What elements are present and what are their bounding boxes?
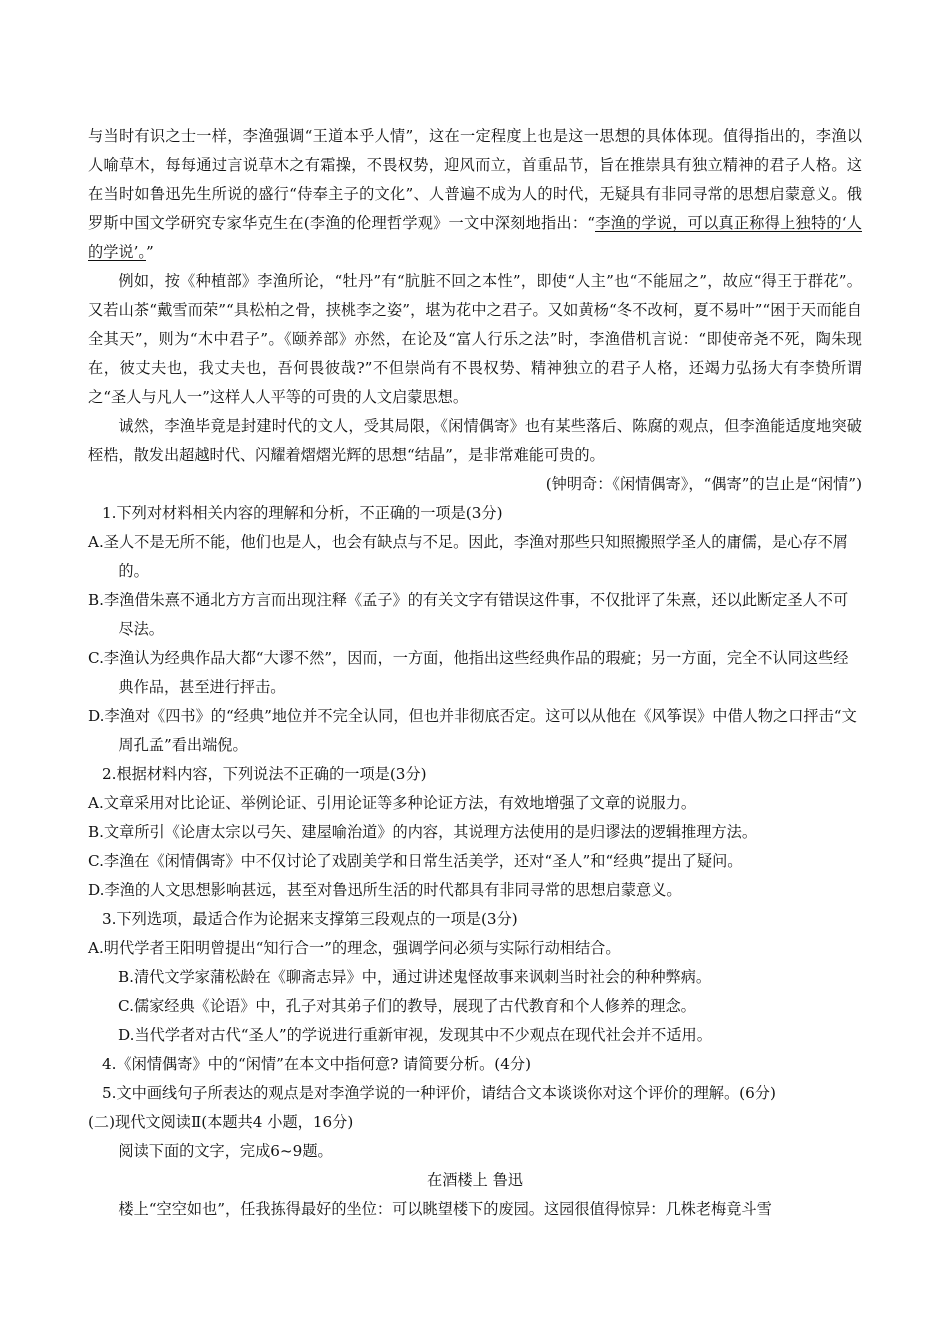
section-2-first-line: 楼上“空空如也”，任我拣得最好的坐位：可以眺望楼下的废园。这园很值得惊异：几株老梅竟斗雪: [118, 1200, 772, 1218]
question-2-option-d: D.李渔的人文思想影响甚远，甚至对鲁迅所生活的时代都具有非同寻常的思想启蒙意义。: [88, 881, 682, 899]
question-3-option-a: A.明代学者王阳明曾提出“知行合一”的理念，强调学问必须与实际行动相结合。: [88, 939, 621, 957]
question-4: 4.《闲情偶寄》中的“闲情”在本文中指何意? 请简要分析。(4分): [102, 1055, 532, 1073]
question-1-option-b: B.李渔借朱熹不通北方方言而出现注释《孟子》的有关文字有错误这件事，不仅批评了朱熹，还以此断定圣人不可尽法。: [88, 591, 849, 638]
question-3-option-b: B.清代文学家蒲松龄在《聊斋志异》中，通过讲述鬼怪故事来讽刺当时社会的种种弊病。: [118, 968, 712, 986]
question-2-option-b: B.文章所引《论唐太宗以弓矢、建屋喻治道》的内容，其说理方法使用的是归谬法的逻辑推理方法。: [88, 823, 758, 841]
passage-paragraph-3: 诚然，李渔毕竟是封建时代的文人，受其局限，《闲情偶寄》也有某些落后、陈腐的观点，但李渔能适度地突破桎梏，散发出超越时代、闪耀着熠熠光辉的思想“结晶”，是非常难能可贵的。: [88, 417, 862, 464]
section-2-instruction: 阅读下面的文字，完成6~9题。: [118, 1142, 333, 1160]
question-5: 5.文中画线句子所表达的观点是对李渔学说的一种评价，请结合文本谈谈你对这个评价的理解。(6分): [102, 1084, 776, 1102]
section-2-title: 在酒楼上 鲁迅: [427, 1171, 523, 1189]
question-1-option-c: C.李渔认为经典作品大都“大谬不然”，因而，一方面，他指出这些经典作品的瑕疵；另一方面，完全不认同这些经典作品，甚至进行抨击。: [88, 649, 849, 696]
question-2-stem: 2.根据材料内容，下列说法不正确的一项是(3分): [102, 765, 427, 783]
document-page: [88, 122, 862, 1224]
section-2-header: (二)现代文阅读Ⅱ(本题共4 小题，16分): [88, 1113, 354, 1131]
question-2-option-c: C.李渔在《闲情偶寄》中不仅讨论了戏剧美学和日常生活美学，还对“圣人”和“经典”提出了疑问。: [88, 852, 743, 870]
question-2-option-a: A.文章采用对比论证、举例论证、引用论证等多种论证方法，有效地增强了文章的说服力。: [88, 794, 697, 812]
question-3-option-d: D.当代学者对古代“圣人”的学说进行重新审视，发现其中不少观点在现代社会并不适用。: [118, 1026, 712, 1044]
passage-source: (钟明奇：《闲情偶寄》，“偶寄”的岂止是“闲情”): [545, 475, 862, 493]
passage-paragraph-1: 与当时有识之士一样，李渔强调“王道本乎人情”，这在一定程度上也是这一思想的具体体现。值得指出的，李渔以人喻草木，每每通过言说草木之有霜操，不畏权势，迎风而立，首重品节，旨在推崇具有独立精神的君子人格。这在当时如鲁迅先生所说的盛行“侍奉主子的文化”、人普遍不成为人的时代，无疑具有非同寻常的思想启蒙意义。俄罗斯中国文学研究专家华克生在(李渔的伦理哲学观》一文中深刻地指出：“李渔的学说，可以真正称得上独特的‘人的学说’。”: [88, 127, 862, 261]
question-3-option-c: C.儒家经典《论语》中，孔子对其弟子们的教导，展现了古代教育和个人修养的理念。: [118, 997, 696, 1015]
passage-paragraph-2: 例如，按《种植部》李渔所论，“牡丹”有“肮脏不回之本性”，即使“人主”也“不能屈之”，故应“得王于群花”。又若山茶“戴雪而荣”“具松柏之骨，挟桃李之姿”，堪为花中之君子。又如黄杨“冬不改柯，夏不易叶”“困于天而能自全其天”，则为“木中君子”。《颐养部》亦然，在论及“富人行乐之法”时，李渔借机言说：“即使帝尧不死，陶朱现在，彼丈夫也，我丈夫也，吾何畏彼哉?”不但崇尚有不畏权势、精神独立的君子人格，还竭力弘扬大有李贽所谓之“圣人与凡人一”这样人人平等的可贵的人文启蒙思想。: [88, 272, 862, 406]
question-1-option-d: D.李渔对《四书》的“经典”地位并不完全认同，但也并非彻底否定。这可以从他在《风筝误》中借人物之口抨击“文周孔孟”看出端倪。: [88, 707, 857, 754]
question-1-option-a: A.圣人不是无所不能，他们也是人，也会有缺点与不足。因此，李渔对那些只知照搬照学圣人的庸儒，是心存不屑的。: [88, 533, 848, 580]
underlined-sentence: 李渔的学说，可以真正称得上独特的‘人的学说’。: [88, 214, 862, 261]
question-1-stem: 1.下列对材料相关内容的理解和分析，不正确的一项是(3分): [102, 504, 503, 522]
question-3-stem: 3.下列选项，最适合作为论据来支撑第三段观点的一项是(3分): [102, 910, 518, 928]
